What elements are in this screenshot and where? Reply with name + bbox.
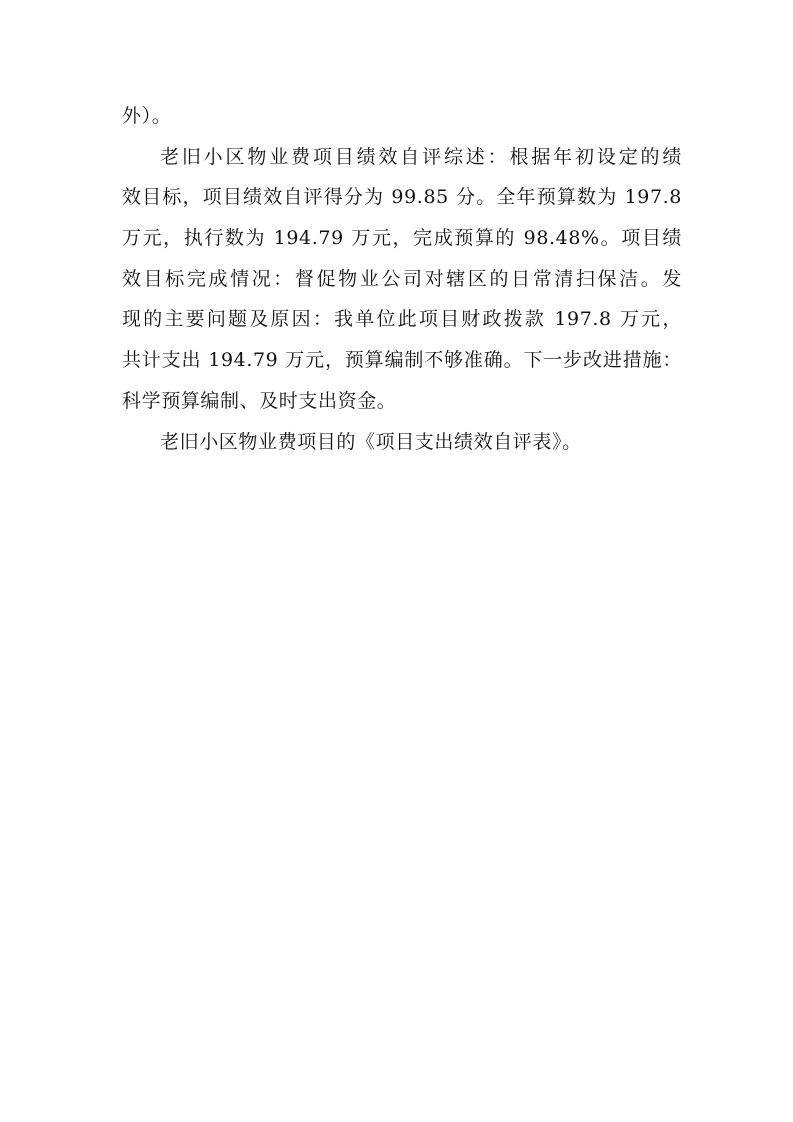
paragraph-1-line-1: 外）。 xyxy=(122,105,172,127)
paragraph-3-line-1: 老旧小区物业费项目的《项目支出绩效自评表》。 xyxy=(160,430,582,453)
paragraph-2-line-5: 现的主要问题及原因：我单位此项目财政拨款 197.8 万元， xyxy=(122,308,682,331)
paragraph-2-line-7: 科学预算编制、及时支出资金。 xyxy=(122,389,397,412)
body-text xyxy=(122,96,682,462)
paragraph-2-line-2: 效目标，项目绩效自评得分为 99.85 分。全年预算数为 197.8 xyxy=(122,186,682,209)
paragraph-2-line-4: 效目标完成情况：督促物业公司对辖区的日常清扫保洁。发 xyxy=(122,267,682,290)
paragraph-2-line-3: 万元，执行数为 194.79 万元，完成预算的 98.48%。项目绩 xyxy=(122,227,682,250)
paragraph-2-line-1: 老旧小区物业费项目绩效自评综述：根据年初设定的绩 xyxy=(160,145,682,168)
paragraph-2-line-6: 共计支出 194.79 万元，预算编制不够准确。下一步改进措施： xyxy=(122,349,682,372)
